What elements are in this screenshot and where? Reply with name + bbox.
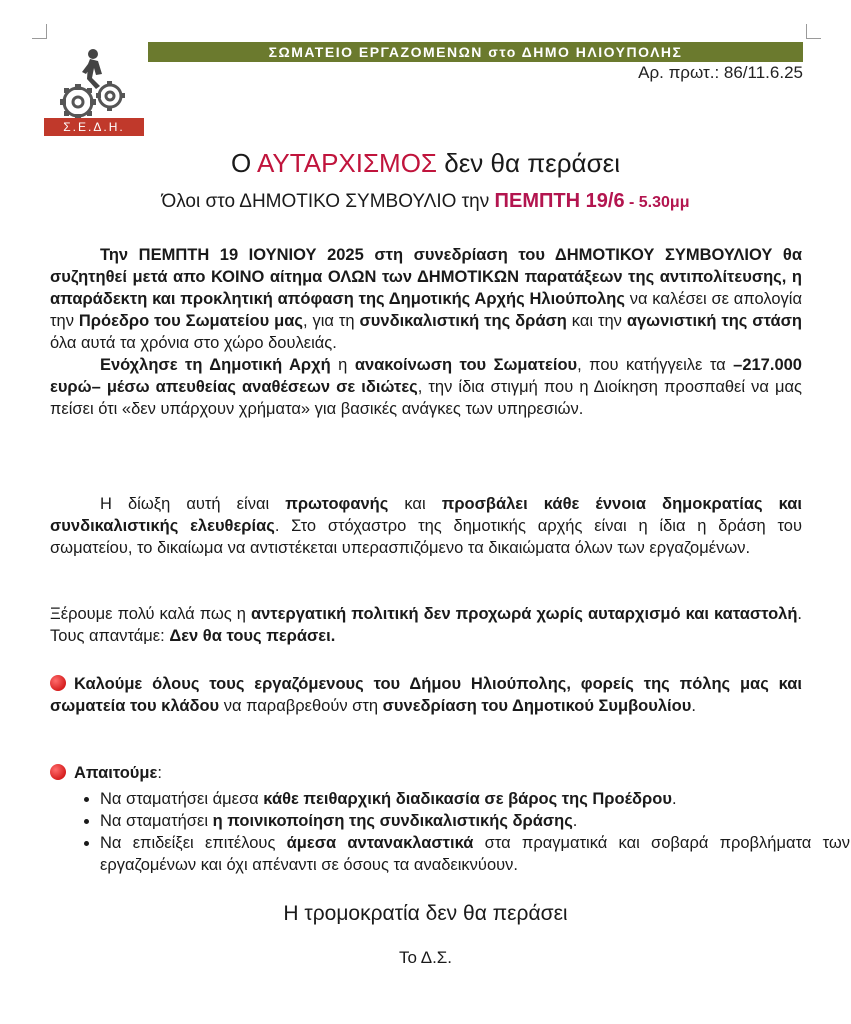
page-title	[0, 148, 851, 179]
paragraph-2	[50, 493, 802, 559]
demand-3-bold: άμεσα αντανακλαστικά	[286, 834, 474, 852]
p1-t4: , για τη	[302, 312, 360, 330]
demand-1-bold: κάθε πειθαρχική διαδικασία σε βάρος της Προέδρου	[263, 790, 672, 808]
paragraph-1	[50, 244, 802, 420]
logo-label: Σ.Ε.Δ.Η.	[44, 118, 144, 136]
p2-t4: προσβάλει κάθε έννοια δημοκρατίας και συνδικαλιστικής ελευθερίας	[50, 495, 802, 535]
crop-mark-top-right	[806, 24, 821, 39]
p4-t3: συνεδρίαση του Δημοτικού Συμβουλίου	[382, 697, 692, 715]
signature: Το Δ.Σ.	[398, 948, 453, 967]
title-pre: Ο	[231, 148, 258, 178]
demand-1-pre: Να σταματήσει άμεσα	[100, 790, 264, 808]
demands-heading-colon: :	[157, 764, 162, 782]
reference-number: Αρ. πρωτ.: 86/11.6.25	[638, 63, 803, 82]
p3-t2: αντεργατική πολιτική δεν προχωρά χωρίς αυταρχισμό και καταστολή	[250, 605, 798, 623]
subtitle-date: ΠΕΜΠΤΗ 19/6	[494, 190, 625, 212]
p2-t2: πρωτοφανής	[285, 495, 389, 513]
p2-t1: Η δίωξη αυτή είναι	[100, 495, 286, 513]
list-item	[100, 788, 850, 810]
p1-t2: να καλέσει σε απολογία την	[50, 290, 802, 330]
p4-t1: Καλούμε όλους τους εργαζόμενους του Δήμου Ηλιούπολης, φορείς της πόλης μας και σωματεία του κλάδου	[50, 675, 802, 715]
demand-3-post: στα πραγματικά και σοβαρά προβλήματα των εργαζομένων και όχι απέναντι σε όσους τα αναδεικνύουν.	[100, 834, 851, 874]
union-name-banner: ΣΩΜΑΤΕΙΟ ΕΡΓΑΖΟΜΕΝΩΝ στο ΔΗΜΟ ΗΛΙΟΥΠΟΛΗΣ	[148, 42, 803, 62]
p1-t1: Την ΠΕΜΠΤΗ 19 ΙΟΥΝΙΟΥ 2025 στη συνεδρίαση του ΔΗΜΟΤΙΚΟΥ ΣΥΜΒΟΥΛΙΟΥ θα συζητηθεί μετά απο ΚΟΙΝΟ αίτημα ΟΛΩΝ των ΔΗΜΟΤΙΚΩΝ παρατάξεων της αντιπολίτευσης, η απαράδεκτη και προκλητική απόφαση της Δημοτικής Αρχής Ηλιούπολης	[50, 246, 802, 308]
crop-mark-top-left	[32, 24, 47, 39]
p1-t9: Ενόχλησε τη Δημοτική Αρχή	[100, 356, 331, 374]
demands-heading	[50, 762, 802, 784]
title-post: δεν θα περάσει	[437, 148, 620, 178]
p1-t12: , που κατήγγειλε τα	[577, 356, 734, 374]
demands-heading-text: Απαιτούμε	[74, 764, 158, 782]
p1-t5: συνδικαλιστική της δράση	[359, 312, 567, 330]
list-item	[100, 810, 850, 832]
demand-2-bold: η ποινικοποίηση της συνδικαλιστικής δράσης	[212, 812, 573, 830]
p1-t10: η	[330, 356, 355, 374]
p1-t14: , την ίδια στιγμή που η Διοίκηση προσπαθεί να μας πείσει ότι «δεν υπάρχουν χρήματα» για βασικές ανάγκες των υπηρεσιών.	[50, 378, 802, 418]
p3-t1: Ξέρουμε πολύ καλά πως η	[50, 605, 251, 623]
demand-1-post: .	[671, 790, 677, 808]
demands-list	[52, 788, 850, 876]
p1-t3: Πρόεδρο του Σωματείου μας	[78, 312, 303, 330]
p2-t3: και	[388, 495, 442, 513]
p1-t8: όλα αυτά τα χρόνια στο χώρο δουλειάς.	[50, 334, 337, 352]
demand-3-pre: Να επιδείξει επιτέλους	[100, 834, 287, 852]
demand-2-pre: Να σταματήσει	[100, 812, 213, 830]
p1-t6: και την	[566, 312, 627, 330]
list-item	[100, 832, 850, 876]
p2-t5: . Στο στόχαστρο της δημοτικής αρχής είναι η ίδια η δράση του σωματείου, το δικαίωμα να αντιστέκεται υπερασπιζόμενο τα δικαιώματα όλων των εργαζομένων.	[50, 517, 802, 557]
p3-t4: Δεν θα τους περάσει.	[169, 627, 336, 645]
title-accent: ΑΥΤΑΡΧΙΣΜΟΣ	[257, 148, 437, 178]
page-subtitle	[0, 190, 851, 213]
paragraph-3	[50, 603, 802, 647]
p1-t7: αγωνιστική της στάση	[626, 312, 802, 330]
paragraph-4	[50, 673, 802, 717]
subtitle-time: 5.30μμ	[638, 194, 690, 211]
subtitle-sep: -	[624, 194, 639, 211]
p3-t3: . Τους απαντάμε:	[50, 605, 802, 645]
demand-2-post: .	[572, 812, 578, 830]
red-circle-icon	[50, 764, 66, 780]
closing-statement: Η τρομοκρατία δεν θα περάσει	[283, 902, 568, 925]
red-circle-icon	[50, 675, 66, 691]
p1-t13: –217.000 ευρώ– μέσω απευθείας αναθέσεων σε ιδιώτες	[50, 356, 802, 396]
p4-t2: να παραβρεθούν στη	[219, 697, 383, 715]
p4-t4: .	[691, 697, 696, 715]
p1-t11: ανακοίνωση του Σωματείου	[354, 356, 578, 374]
subtitle-pre: Όλοι στο ΔΗΜΟΤΙΚΟ ΣΥΜΒΟΥΛΙΟ την	[161, 191, 495, 212]
